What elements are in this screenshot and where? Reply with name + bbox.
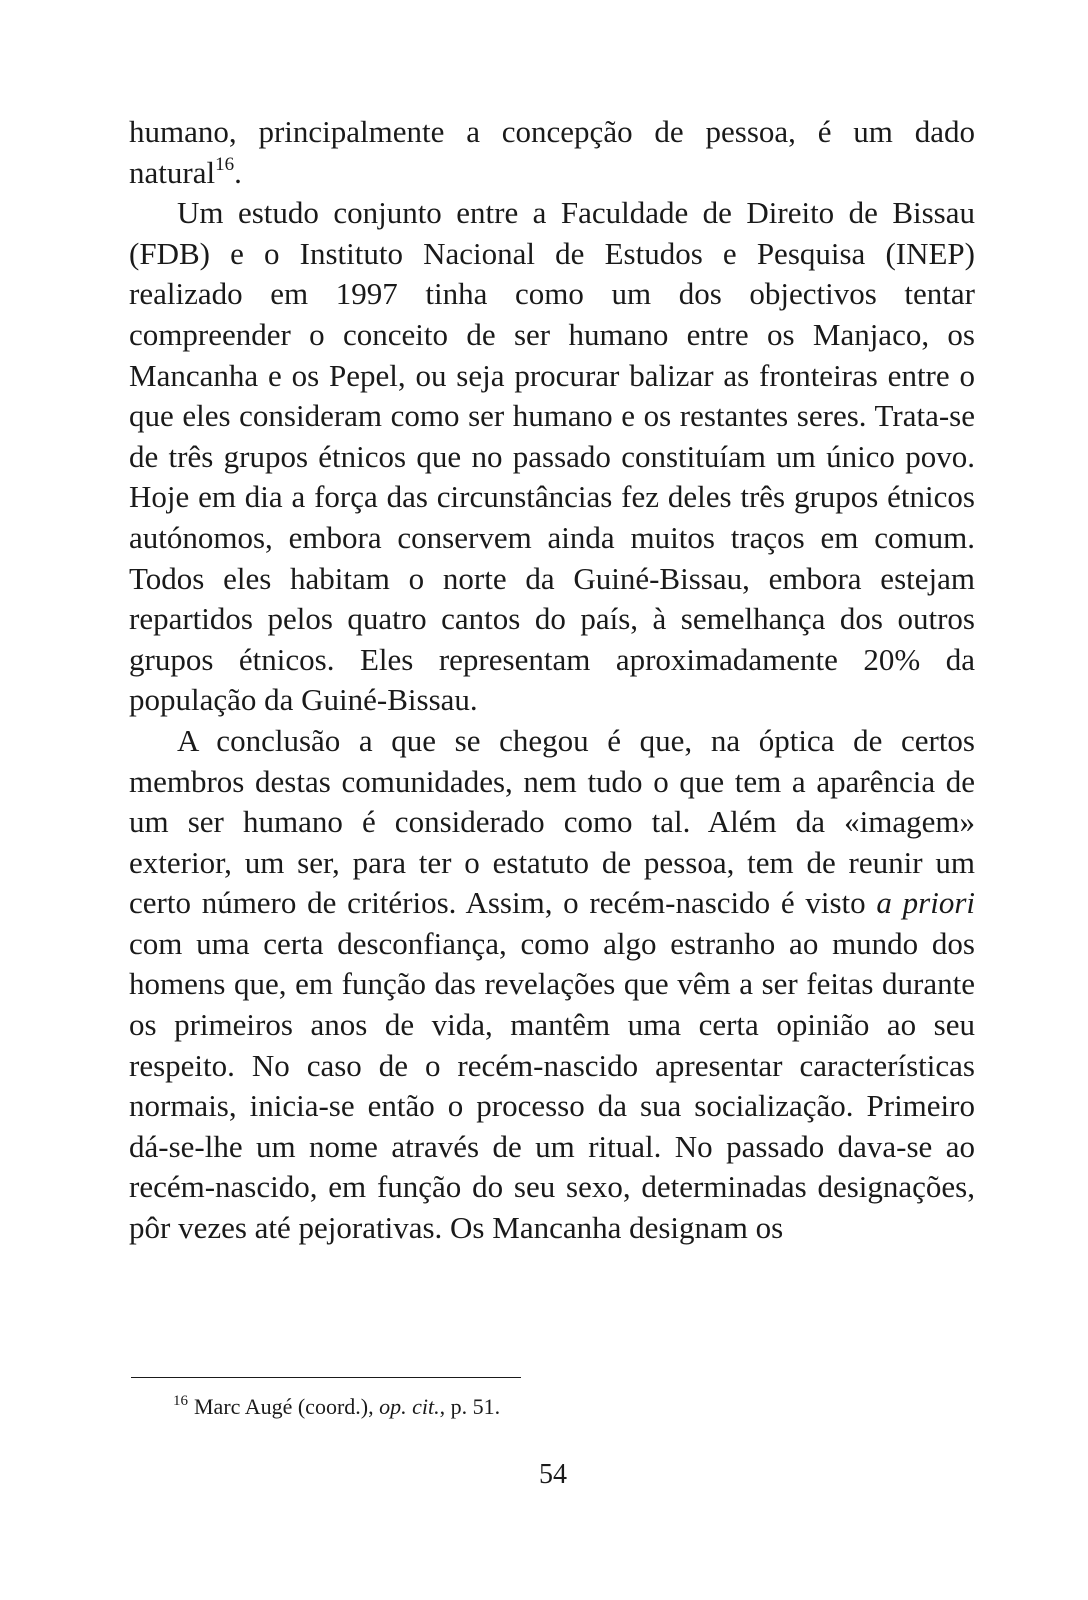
page-number: 54 <box>539 1459 567 1490</box>
italic-phrase: a priori <box>876 885 975 921</box>
paragraph-text: A conclusão a que se chegou é que, na óptica de certos membros destas comunidades, nem tudo o que tem a aparência de um ser humano é considerado como tal. Além da «imagem» exterior, um ser, para ter o estatuto de pessoa, tem de reunir um certo número de critérios. Assim, o recém-nascido é visto <box>129 722 975 921</box>
paragraph-text: humano, principalmente a concepção de pessoa, é um dado natural <box>129 114 975 190</box>
paragraph-study: Um estudo conjunto entre a Faculdade de Direito de Bissau (FDB) e o Instituto Nacional de Estudos e Pesquisa (INEP) realizado em 1997 tinha como um dos objectivos tentar compreender o conceito de ser humano entre os Manjaco, os Mancanha e os Pepel, ou seja procurar balizar as fronteiras entre o que eles consideram como ser humano e os restantes seres. Trata-se de três grupos étnicos que no passado constituíam um único povo. Hoje em dia a força das circunstâncias fez deles três grupos étnicos autónomos, embora conservem ainda muitos traços em comum. Todos eles habitam o norte da Guiné-Bissau, embora estejam repartidos pelos quatro cantos do país, à semelhança dos outros grupos étnicos. Eles representam aproximadamente 20% da população da Guiné-Bissau. <box>129 195 975 718</box>
footnote-separator <box>131 1377 521 1378</box>
body-text <box>129 112 975 1249</box>
footnote <box>173 1393 500 1421</box>
footnote-text: Marc Augé (coord.), <box>194 1394 374 1419</box>
footnote-italic: op. cit. <box>379 1394 440 1419</box>
footnote-number: 16 <box>173 1393 188 1409</box>
paragraph-text: com uma certa desconfiança, como algo estranho ao mundo dos homens que, em função das revelações que vêm a ser feitas durante os primeiros anos de vida, mantêm uma certa opinião ao seu respeito. No caso de o recém-nascido apresentar características normais, inicia-se então o processo da sua socialização. Primeiro dá-se-lhe um nome através de um ritual. No passado dava-se ao recém-nascido, em função do seu sexo, determinadas designações, pôr vezes até pejorativas. Os Mancanha designam os <box>129 925 975 1246</box>
paragraph-end-punctuation: . <box>234 154 242 190</box>
paragraph-conclusion <box>129 721 975 1249</box>
footnote-reference: 16 <box>215 153 235 175</box>
footnote-text-end: , p. 51. <box>439 1394 501 1419</box>
paragraph-continued <box>129 112 975 193</box>
